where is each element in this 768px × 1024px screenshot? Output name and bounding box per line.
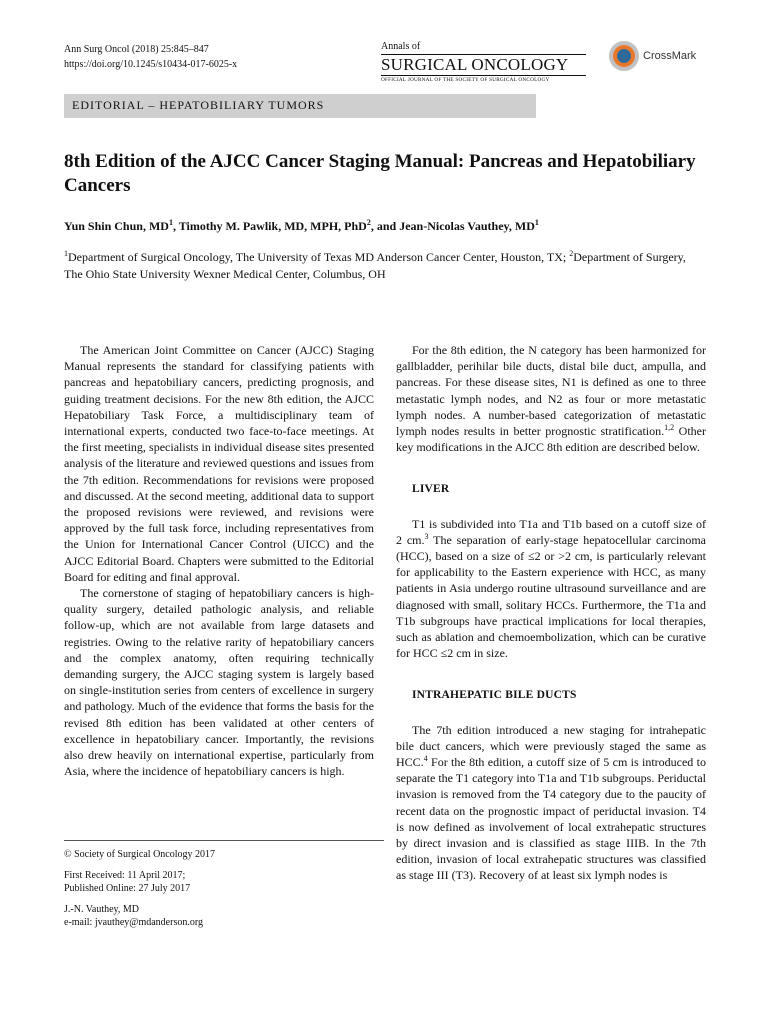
body-text: Other key modifications in the AJCC 8th edition are described below. <box>396 424 706 455</box>
corresponding-email[interactable]: e-mail: jvauthey@mdanderson.org <box>64 917 203 928</box>
section-heading-intrahepatic: INTRAHEPATIC BILE DUCTS <box>412 689 577 702</box>
body-paragraph: The cornerstone of staging of hepatobiliary cancers is high-quality surgery, detailed pathologic analysis, and reliable follow-up, which are not available from large datasets and registries. Owing to the relative rarity of hepatobiliary cancers and the complex anatomy, often requiring technically demanding surgery, the AJCC staging system is largely based on single-institution series from centers of excellence in surgery and pathology. Much of the evidence that forms the basis for the revised 8th edition has been validated at other centers of excellence in hepatobiliary cancer. Importantly, the revisions also drew heavily on international expertise, particularly from Asia, where the incidence of hepatobiliary cancers is high. <box>64 586 374 779</box>
body-text: The 7th edition introduced a new staging for intrahepatic bile duct cancers, which were previously staged the same as HCC. <box>396 722 706 770</box>
journal-logo <box>381 42 586 84</box>
article-title: 8th Edition of the AJCC Cancer Staging Manual: Pancreas and Hepatobiliary Cancers <box>64 151 696 196</box>
reference-mark[interactable]: 4 <box>423 754 428 764</box>
body-text: The separation of early-stage hepatocellular carcinoma (HCC), based on a size of ≤2 or >2 cm, is particularly relevant for applicability to the Eastern experience with HCC, as many patients in Asia undergo routine ultrasound surveillance and are diagnosed with small, solitary HCCs. Furthermore, the T1a and T1b subgroups have practical implications for local therapies, such as ablation and chemoembolization, which can be curative for HCC ≤2 cm in size. <box>396 532 706 661</box>
author-name: , Timothy M. Pawlik, MD, MPH, PhD <box>172 219 367 233</box>
body-text: T1 is subdivided into T1a and T1b based on a cutoff size of 2 cm. <box>396 516 706 547</box>
journal-logo-name: SURGICAL ONCOLOGY <box>381 54 586 76</box>
citation-doi[interactable]: https://doi.org/10.1245/s10434-017-6025-x <box>64 59 238 70</box>
body-paragraph: The American Joint Committee on Cancer (AJCC) Staging Manual represents the standard for classifying patients with pancreas and hepatobiliary cancers, predicting prognosis, and guiding treatment decisions. For the new 8th edition, the AJCC Hepatobiliary Task Force, a multidisciplinary team of international experts, conducted two face-to-face meetings. At the first meeting, specialists in individual disease sites presented analysis of the literature and reviewed questions and issues from the 7th edition. Recommendations for revisions were proposed and discussed. At the second meeting, additional data to support the proposed revisions were reviewed, and revisions were approved by the full task force, including representatives from the Union for International Cancer Control (UICC) and the AJCC Editorial Board. Chapters were submitted to the Editorial Board for editing and final approval. <box>64 343 374 584</box>
footnote-divider <box>64 840 384 841</box>
affiliation-text: Department of Surgical Oncology, The University of Texas MD Anderson Cancer Center, Houston, TX; <box>68 250 570 264</box>
left-column <box>64 342 374 779</box>
affiliations <box>64 249 704 283</box>
body-text: For the 8th edition, a cutoff size of 5 cm is introduced to separate the T1 category into T1a and T1b subgroups. Periductal invasion is removed from the T4 category due to the paucity of recent data on the prognostic impact of periductal invasion. T4 is now defined as involvement of local extrahepatic structures by direct invasion and is classified as stage IIIB. In the 7th edition, invasion of local extrahepatic structures was classified as stage III (T3). Recovery of at least six lymph nodes is <box>396 755 706 883</box>
author-list <box>64 218 704 234</box>
author-affiliation-mark: 2 <box>366 218 371 227</box>
section-banner-text: EDITORIAL – HEPATOBILIARY TUMORS <box>72 98 325 112</box>
author-name: , and Jean-Nicolas Vauthey, MD <box>370 219 535 233</box>
journal-logo-subtitle: OFFICIAL JOURNAL OF THE SOCIETY OF SURGICAL ONCOLOGY <box>381 77 550 83</box>
body-paragraph <box>396 722 706 884</box>
body-paragraph <box>396 342 706 455</box>
footnote-block <box>64 848 384 929</box>
body-paragraph <box>396 516 706 662</box>
affiliation-mark: 1 <box>64 249 68 258</box>
affiliation-mark: 2 <box>569 249 574 258</box>
citation-block <box>64 42 237 72</box>
reference-mark[interactable]: 3 <box>424 531 429 541</box>
received-date: First Received: 11 April 2017; <box>64 870 186 881</box>
journal-logo-top: Annals of <box>381 41 421 52</box>
author-name: Yun Shin Chun, MD <box>64 219 169 233</box>
right-column <box>396 342 706 884</box>
section-heading-liver: LIVER <box>412 483 450 496</box>
crossmark-icon[interactable] <box>609 41 639 71</box>
body-text: For the 8th edition, the N category has been harmonized for gallbladder, perihilar bile ducts, distal bile duct, ampulla, and pancreas. For these disease sites, N1 is defined as one to three metastatic lymph nodes, and N2 as four or more metastatic lymph nodes. A number-based categorization of metastatic lymph nodes results in better prognostic stratification. <box>396 343 706 439</box>
citation-journal: Ann Surg Oncol (2018) 25:845–847 <box>64 44 209 55</box>
reference-mark[interactable]: 1,2 <box>664 423 675 433</box>
affiliation-text: Department of Surgery, The Ohio State University Wexner Medical Center, Columbus, OH <box>64 250 686 281</box>
copyright-line: © Society of Surgical Oncology 2017 <box>64 849 216 860</box>
corresponding-author: J.-N. Vauthey, MD <box>64 904 139 915</box>
published-date: Published Online: 27 July 2017 <box>64 883 191 894</box>
author-affiliation-mark: 1 <box>534 218 539 227</box>
author-affiliation-mark: 1 <box>168 218 173 227</box>
crossmark-label[interactable]: CrossMark <box>643 50 697 62</box>
section-banner <box>64 94 536 118</box>
